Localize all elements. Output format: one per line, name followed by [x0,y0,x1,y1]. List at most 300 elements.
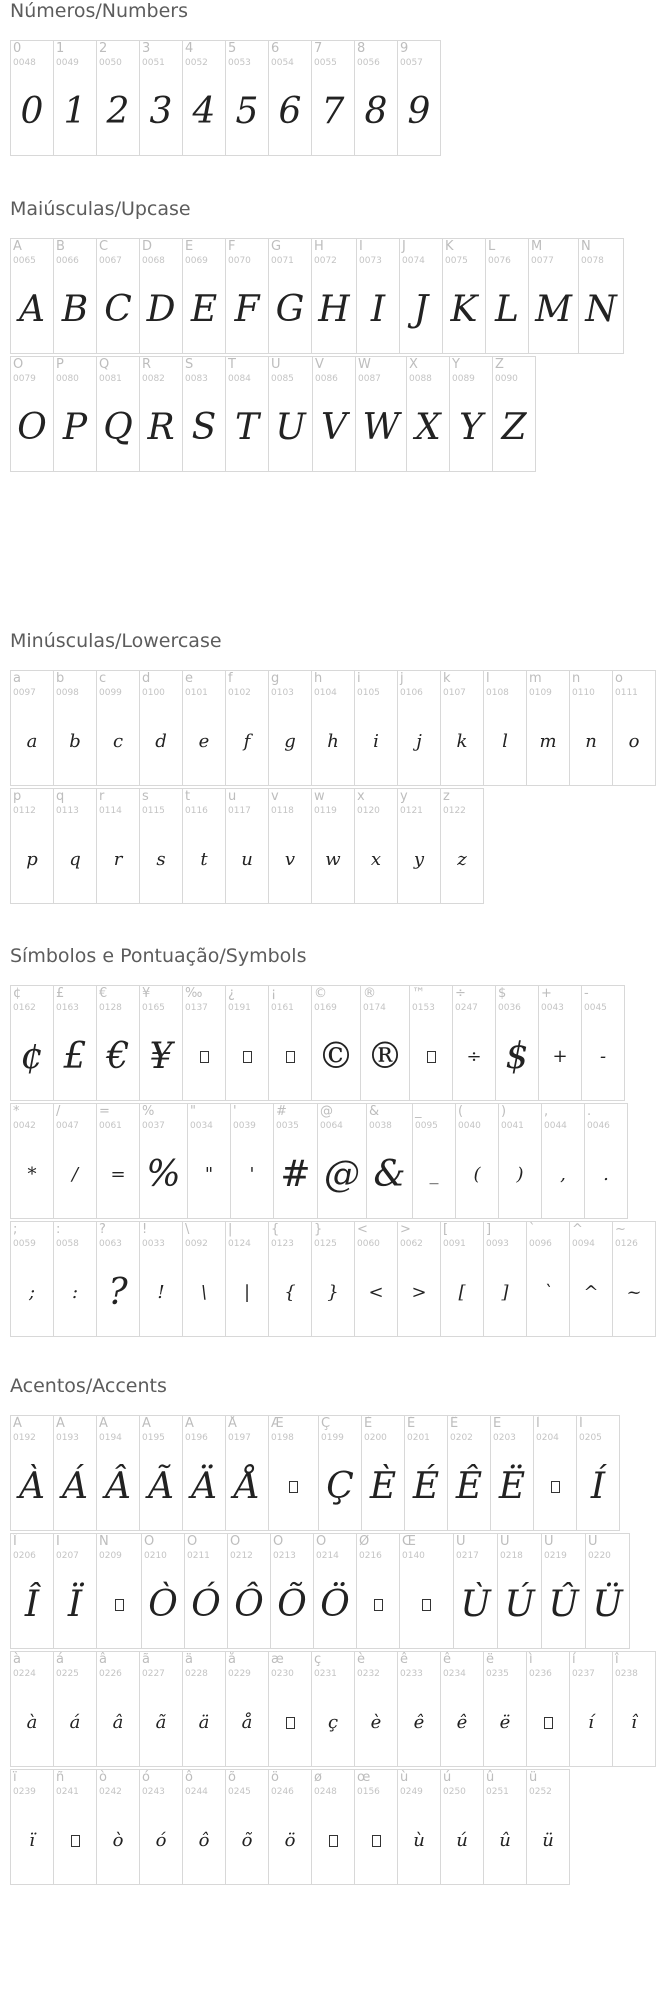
char-code: 0064 [320,1121,343,1131]
glyph-sample: Â [105,1466,131,1507]
char-label: ä [185,1652,193,1667]
glyph-cell [96,1415,140,1531]
glyph-cell [311,1651,355,1767]
char-label: Ê [450,1416,459,1431]
char-code: 0203 [493,1433,516,1443]
char-code: 0242 [99,1787,122,1797]
char-code: 0106 [400,688,423,698]
char-label: D [142,239,153,254]
char-code: 0217 [456,1551,479,1561]
glyph-cell [354,1769,398,1885]
glyph-sample: V [321,407,347,448]
char-label: £ [56,986,65,1001]
char-code: 0115 [142,806,165,816]
glyph-sample: U [275,407,306,448]
char-code: 0249 [400,1787,423,1797]
glyph-cell [406,356,450,472]
char-code: 0105 [357,688,380,698]
char-code: 0059 [13,1239,36,1249]
glyph-sample: ë [499,1712,511,1733]
char-code: 0227 [142,1669,165,1679]
glyph-sample: 8 [364,91,388,132]
glyph-cell [356,238,400,354]
glyph-sample: Ï [67,1584,83,1625]
glyph-sample: â [112,1712,124,1733]
char-code: 0100 [142,688,165,698]
glyph-sample: 1 [63,91,87,132]
char-code: 0061 [99,1121,122,1131]
char-code: 0081 [99,374,122,384]
glyph-sample: 0 [20,91,44,132]
char-code: 0137 [185,1003,208,1013]
char-code: 0252 [529,1787,552,1797]
glyph-cell [585,1533,630,1649]
glyph-cell [53,1221,97,1337]
char-code: 0220 [588,1551,611,1561]
char-label: ¢ [13,986,22,1001]
char-code: 0041 [501,1121,524,1131]
char-code: 0084 [228,374,251,384]
glyph-cell [268,1651,312,1767]
glyph-cell [139,1769,183,1885]
glyph-sample: > [411,1282,427,1303]
glyph-cell [526,1769,570,1885]
char-code: 0094 [572,1239,595,1249]
char-label: ‰ [185,986,203,1001]
glyph-sample: ? [108,1272,128,1313]
char-label: C [99,239,109,254]
char-code: 0251 [486,1787,509,1797]
glyph-sample: ^ [583,1282,599,1303]
char-label: ( [458,1104,464,1119]
glyph-sample: r [113,849,123,870]
char-code: 0233 [400,1669,423,1679]
char-code: 0092 [185,1239,208,1249]
char-code: 0051 [142,58,165,68]
glyph-cell [404,1415,448,1531]
glyph-cell [541,1533,586,1649]
char-code: 0102 [228,688,251,698]
char-code: 0241 [56,1787,79,1797]
glyph-cell [533,1415,577,1531]
char-label: G [271,239,282,254]
glyph-sample: 5 [235,91,259,132]
glyph-sample: Ä [191,1466,217,1507]
glyph-cell [455,1103,499,1219]
glyph-cell [273,1103,318,1219]
glyph-cell [139,356,183,472]
char-code: 0206 [13,1551,36,1561]
char-code: 0120 [357,806,380,816]
glyph-sample: l [502,731,508,752]
glyph-sample: @ [324,1154,360,1195]
char-label: K [445,239,454,254]
char-label: ñ [56,1770,65,1785]
missing-glyph-box [269,1680,311,1766]
glyph-sample: à [26,1712,38,1733]
char-code: 0121 [400,806,423,816]
char-code: 0205 [579,1433,602,1443]
glyph-cell [268,1415,319,1531]
char-label: Ë [493,1416,502,1431]
char-label: I [359,239,363,254]
char-code: 0125 [314,1239,337,1249]
glyph-cell [490,1415,534,1531]
glyph-cell [399,1533,454,1649]
glyph-cell [440,1651,484,1767]
char-code: 0140 [402,1551,425,1561]
char-code: 0198 [271,1433,294,1443]
char-label: T [228,357,236,372]
char-label: n [572,671,581,686]
char-label: { [271,1222,280,1237]
char-label: Í [579,1416,583,1431]
glyph-cell [483,670,527,786]
char-code: 0037 [142,1121,165,1131]
glyph-cell [182,40,226,156]
glyph-sample: ` [543,1282,553,1303]
char-label: ê [400,1652,408,1667]
glyph-sample: í [588,1712,594,1733]
glyph-sample: G [275,289,305,330]
char-code: 0239 [13,1787,36,1797]
glyph-cell [96,1769,140,1885]
glyph-sample: a [26,731,38,752]
glyph-sample: Û [548,1584,579,1625]
missing-glyph-icon [372,1835,381,1847]
char-code: 0104 [314,688,337,698]
char-code: 0063 [99,1239,122,1249]
char-label: u [228,789,237,804]
char-code: 0057 [400,58,423,68]
glyph-cell [139,1415,183,1531]
glyph-cell [10,985,54,1101]
glyph-cell [581,985,625,1101]
glyph-cell [356,1533,400,1649]
glyph-sample: I [370,289,386,330]
char-label: F [228,239,236,254]
char-label: , [544,1104,549,1119]
char-code: 0165 [142,1003,165,1013]
char-code: 0128 [99,1003,122,1013]
glyph-cell [10,1651,54,1767]
char-code: 0235 [486,1669,509,1679]
glyph-cell [268,356,313,472]
char-label: Ã [142,1416,151,1431]
section-title: Números/Numbers [10,0,188,22]
glyph-sample: ù [413,1830,425,1851]
char-code: 0212 [230,1551,253,1561]
char-label: 1 [56,41,65,56]
char-label: 4 [185,41,194,56]
char-label: e [185,671,193,686]
glyph-cell [526,1221,570,1337]
glyph-sample: ú [456,1830,468,1851]
glyph-sample: Ù [460,1584,491,1625]
char-code: 0126 [615,1239,638,1249]
glyph-sample: _ [429,1164,439,1185]
char-label: z [443,789,450,804]
glyph-sample: t [200,849,208,870]
glyph-sample: ) [516,1164,524,1185]
glyph-sample: y [413,849,425,870]
glyph-cell [225,238,269,354]
glyph-cell [268,670,312,786]
glyph-cell [182,1221,226,1337]
glyph-cell [96,238,140,354]
glyph-cell [96,1651,140,1767]
glyph-cell [53,985,97,1101]
char-code: 0043 [541,1003,564,1013]
char-label: j [400,671,404,686]
glyph-sample: e [198,731,210,752]
char-label: k [443,671,451,686]
glyph-sample: Ö [320,1584,350,1625]
char-code: 0195 [142,1433,165,1443]
char-code: 0065 [13,256,36,266]
char-code: 0174 [363,1003,386,1013]
char-label: 2 [99,41,108,56]
char-label: ö [271,1770,279,1785]
glyph-sample: Ü [592,1584,623,1625]
glyph-sample: f [243,731,251,752]
char-code: 0045 [584,1003,607,1013]
glyph-sample: M [535,289,572,330]
glyph-sample: ò [112,1830,124,1851]
glyph-sample: ! [157,1282,165,1303]
glyph-sample: € [106,1036,130,1077]
char-label: 0 [13,41,22,56]
char-label: : [56,1222,61,1237]
char-label: - [584,986,589,1001]
glyph-cell [442,238,486,354]
glyph-sample: ÷ [466,1046,482,1067]
glyph-cell [182,1769,226,1885]
glyph-cell [311,40,355,156]
glyph-cell [612,1651,656,1767]
glyph-sample: , [560,1164,566,1185]
char-label: # [276,1104,287,1119]
char-code: 0118 [271,806,294,816]
char-code: 0226 [99,1669,122,1679]
char-code: 0076 [488,256,511,266]
glyph-cell [268,985,312,1101]
glyph-sample: / [71,1164,79,1185]
char-label: Î [13,1534,17,1549]
char-code: 0039 [233,1121,256,1131]
char-label: Q [99,357,110,372]
glyph-cell [397,1769,441,1885]
glyph-cell [311,670,355,786]
char-code: 0114 [99,806,122,816]
char-label: H [314,239,324,254]
glyph-sample: õ [241,1830,253,1851]
glyph-cell [317,1103,367,1219]
char-code: 0058 [56,1239,79,1249]
glyph-cell [354,1221,398,1337]
char-label: v [271,789,279,804]
char-label: © [314,986,327,1001]
glyph-sample: è [370,1712,382,1733]
char-label: | [228,1222,233,1237]
char-code: 0201 [407,1433,430,1443]
glyph-sample: Y [459,407,483,448]
glyph-sample: 7 [321,91,345,132]
char-code: 0216 [359,1551,382,1561]
glyph-cell [139,1651,183,1767]
char-code: 0078 [581,256,604,266]
missing-glyph-box [355,1798,397,1884]
glyph-cell [612,670,656,786]
char-code: 0048 [13,58,36,68]
char-code: 0099 [99,688,122,698]
glyph-cell [311,1221,355,1337]
char-label: ø [314,1770,322,1785]
glyph-sample: Í [590,1466,606,1507]
glyph-sample: + [552,1046,568,1067]
char-code: 0250 [443,1787,466,1797]
char-code: 0200 [364,1433,387,1443]
char-label: U [271,357,281,372]
missing-glyph-icon [243,1051,252,1063]
char-code: 0162 [13,1003,36,1013]
glyph-sample: ® [367,1036,403,1077]
char-label: 5 [228,41,237,56]
char-code: 0108 [486,688,509,698]
glyph-cell [485,238,529,354]
char-label: Ü [588,1534,598,1549]
char-label: % [142,1104,155,1119]
glyph-cell [483,1769,527,1885]
char-code: 0103 [271,688,294,698]
char-label: P [56,357,64,372]
char-label: ? [99,1222,106,1237]
char-code: 0062 [400,1239,423,1249]
char-code: 0113 [56,806,79,816]
missing-glyph-box [312,1798,354,1884]
missing-glyph-icon [544,1717,553,1729]
char-code: 0034 [190,1121,213,1131]
glyph-cell [10,1415,54,1531]
glyph-cell [53,238,97,354]
char-code: 0035 [276,1121,299,1131]
char-label: p [13,789,22,804]
glyph-sample: È [369,1466,397,1507]
glyph-sample: m [539,731,557,752]
glyph-cell [268,1769,312,1885]
char-code: 0169 [314,1003,337,1013]
char-code: 0086 [315,374,338,384]
char-label: m [529,671,542,686]
char-code: 0093 [486,1239,509,1249]
glyph-sample: Ú [504,1584,535,1625]
missing-glyph-icon [422,1599,431,1611]
glyph-cell [10,356,54,472]
char-code: 0071 [271,256,294,266]
glyph-sample: À [19,1466,45,1507]
glyph-sample: 4 [192,91,216,132]
char-label: á [56,1652,64,1667]
char-label: ì [529,1652,533,1667]
char-label: s [142,789,149,804]
char-code: 0210 [144,1551,167,1561]
char-label: Ç [321,1416,331,1431]
glyph-sample: ( [473,1164,481,1185]
glyph-cell [53,1533,97,1649]
char-label: w [314,789,325,804]
char-code: 0067 [99,256,122,266]
glyph-cell [495,985,539,1101]
glyph-sample: A [19,289,45,330]
glyph-cell [139,670,183,786]
char-code: 0097 [13,688,36,698]
glyph-sample: î [631,1712,637,1733]
char-label: Ô [230,1534,241,1549]
glyph-cell [397,670,441,786]
char-label: õ [228,1770,236,1785]
char-label: ç [314,1652,322,1667]
char-label: È [364,1416,373,1431]
glyph-cell [412,1103,456,1219]
char-code: 0091 [443,1239,466,1249]
char-code: 0079 [13,374,36,384]
char-label: Â [99,1416,108,1431]
glyph-sample: o [628,731,640,752]
missing-glyph-icon [71,1835,80,1847]
glyph-sample: T [234,407,259,448]
glyph-cell [182,670,226,786]
glyph-sample: q [69,849,81,870]
char-code: 0214 [316,1551,339,1561]
missing-glyph-icon [200,1051,209,1063]
glyph-cell [399,238,443,354]
glyph-cell [440,670,484,786]
glyph-sample: ' [249,1164,255,1185]
glyph-sample: % [146,1154,181,1195]
char-code: 0244 [185,1787,208,1797]
glyph-sample: £ [63,1036,87,1077]
char-label: & [369,1104,380,1119]
char-label: Ø [359,1534,370,1549]
char-label: O [13,357,24,372]
glyph-sample: w [325,849,341,870]
glyph-cell [584,1103,628,1219]
glyph-sample: * [27,1164,37,1185]
glyph-cell [139,238,183,354]
char-label: û [486,1770,495,1785]
char-label: " [190,1104,196,1119]
glyph-cell [53,1103,97,1219]
char-label: / [56,1104,61,1119]
glyph-cell [541,1103,585,1219]
glyph-sample: C [104,289,132,330]
char-code: 0054 [271,58,294,68]
glyph-cell [182,788,226,904]
char-code: 0246 [271,1787,294,1797]
char-label: 6 [271,41,280,56]
glyph-cell [354,670,398,786]
char-code: 0228 [185,1669,208,1679]
char-label: i [357,671,361,686]
glyph-sample: < [368,1282,384,1303]
glyph-cell [538,985,582,1101]
char-label: í [572,1652,576,1667]
glyph-cell [447,1415,491,1531]
char-label: Ö [316,1534,327,1549]
char-label: ™ [412,986,425,1001]
glyph-cell [397,788,441,904]
glyph-cell [139,788,183,904]
